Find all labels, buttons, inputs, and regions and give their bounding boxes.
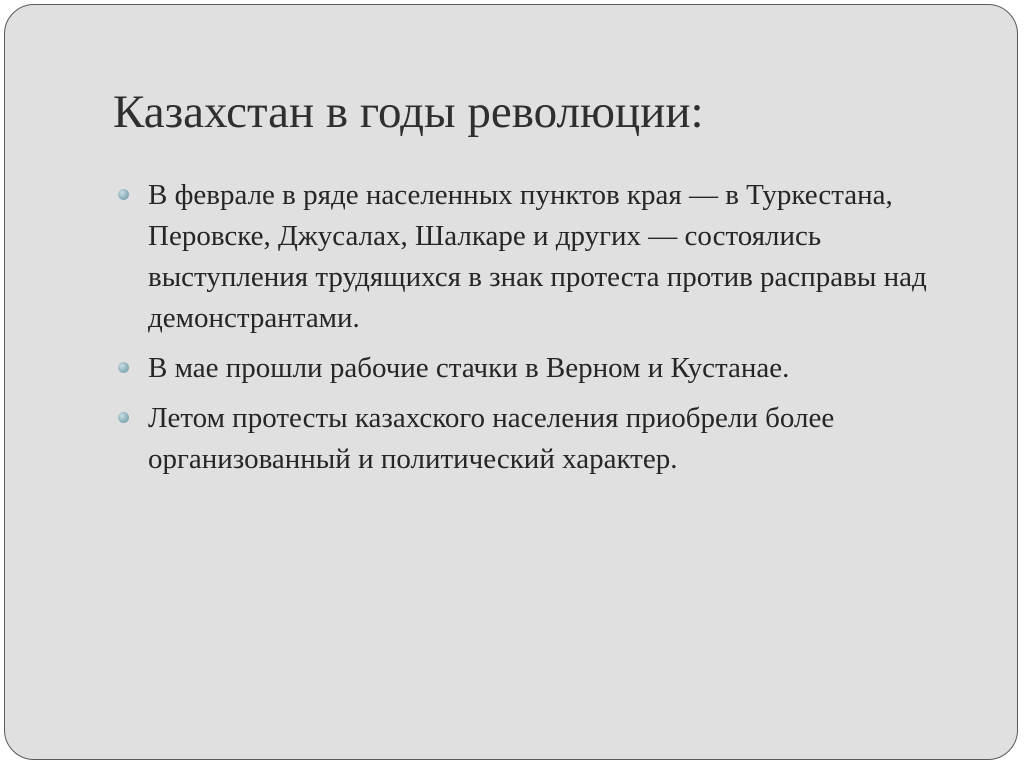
bullet-text: В феврале в ряде населенных пунктов края — в Туркестана, Перовске, Джусалах, Шалкаре и других — состоялись выступления трудящихся в знак протеста против расправы над демонстрантами. bbox=[148, 179, 927, 334]
bullet-item bbox=[113, 398, 963, 480]
slide-frame bbox=[4, 4, 1018, 760]
slide-title: Казахстан в годы революции: bbox=[113, 86, 704, 138]
bullet-icon bbox=[118, 189, 129, 200]
bullet-icon bbox=[118, 412, 129, 423]
bullet-list bbox=[113, 175, 963, 489]
bullet-text: Летом протесты казахского населения приобрели более организованный и политический характер. bbox=[148, 402, 835, 475]
bullet-icon bbox=[118, 362, 129, 373]
bullet-text: В мае прошли рабочие стачки в Верном и Кустанае. bbox=[148, 352, 790, 384]
bullet-item bbox=[113, 348, 963, 389]
bullet-item bbox=[113, 175, 963, 339]
